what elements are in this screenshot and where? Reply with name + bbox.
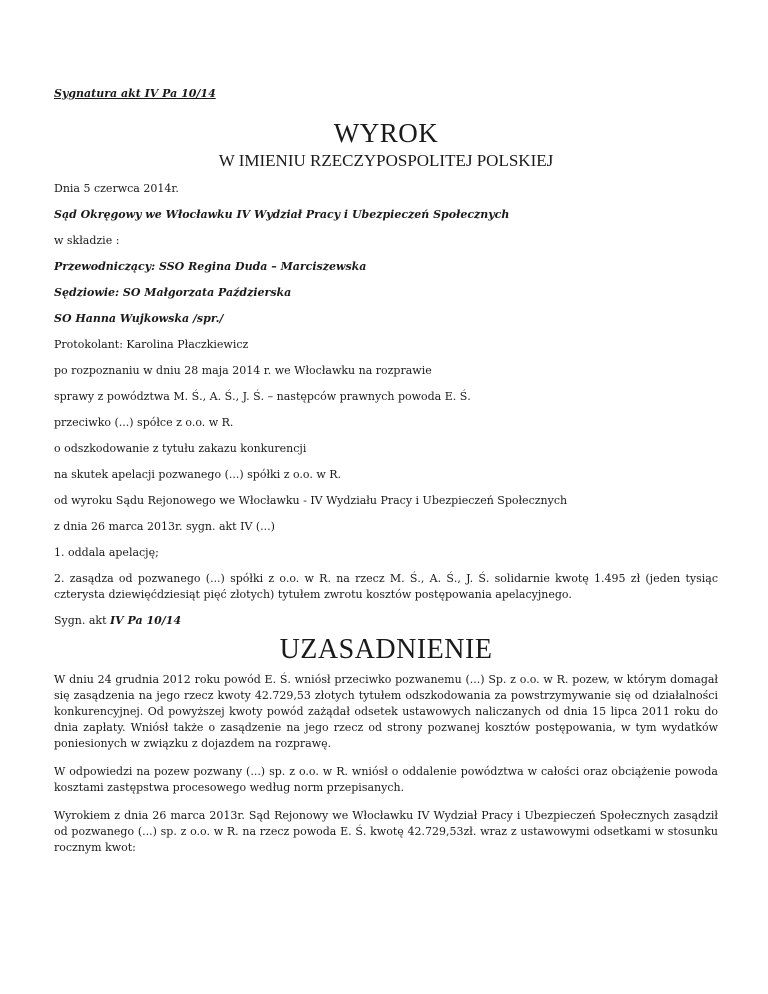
judge-second: SO Hanna Wujkowska /spr./ bbox=[54, 312, 224, 325]
justification-paragraph-3: Wyrokiem z dnia 26 marca 2013r. Sąd Rejonowy we Włocławku IV Wydział Pracy i Ubezpieczeń Społecznych zasądził od pozwanego (...) sp. z o.o. w R. na rzecz powoda E. Ś. kwotę 42.729,53zł. wraz z ustawowymi odsetkami w stosunku rocznym kwot: bbox=[54, 809, 718, 854]
judgment-date-line: z dnia 26 marca 2013r. sygn. akt IV (...) bbox=[54, 520, 275, 533]
plaintiffs-line: sprawy z powództwa M. Ś., A. Ś., J. Ś. – następców prawnych powoda E. Ś. bbox=[54, 390, 471, 403]
court-clerk: Protokolant: Karolina Płaczkiewicz bbox=[54, 338, 249, 351]
defendant-line: przeciwko (...) spółce z o.o. w R. bbox=[54, 416, 234, 429]
subject-line: o odszkodowanie z tytułu zakazu konkurencji bbox=[54, 442, 307, 455]
lower-court-judgment-line: od wyroku Sądu Rejonowego we Włocławku - IV Wydziału Pracy i Ubezpieczeń Społecznych bbox=[54, 494, 568, 507]
judgment-date: Dnia 5 czerwca 2014r. bbox=[54, 182, 179, 195]
justification-reference bbox=[54, 613, 718, 629]
reference-prefix: Sygn. akt bbox=[54, 614, 111, 627]
presiding-judge: Przewodniczący: SSO Regina Duda – Marciszewska bbox=[54, 260, 367, 273]
justification-title: UZASADNIENIE bbox=[279, 634, 493, 665]
court-name: Sąd Okręgowy we Włocławku IV Wydział Pracy i Ubezpieczeń Społecznych bbox=[54, 208, 510, 221]
composition-label: w składzie : bbox=[54, 234, 120, 247]
verdict-point-1: 1. oddala apelację; bbox=[54, 546, 159, 559]
judges-line: Sędziowie: SO Małgorzata Paździerska bbox=[54, 286, 292, 299]
judgment-subtitle: W IMIENIU RZECZYPOSPOLITEJ POLSKIEJ bbox=[218, 151, 554, 170]
reference-value: IV Pa 10/14 bbox=[110, 614, 182, 627]
judgment-title: WYROK bbox=[333, 118, 439, 148]
justification-paragraph-1: W dniu 24 grudnia 2012 roku powód E. Ś. wniósł przeciwko pozwanemu (...) Sp. z o.o. w R. pozew, w którym domagał się zasądzenia na jego rzecz kwoty 42.729,53 złotych tytułem odszkodowania za powstrzymywanie się od działalności konkurencyjnej. Od powyższej kwoty powód zażądał odsetek ustawowych naliczanych od dnia 15 lipca 2011 roku do dnia zapłaty. Wniósł także o zasądzenie na jego rzecz od strony pozwanej kosztów postępowania, w tym wydatków poniesionych w związku z dojazdem na rozprawę. bbox=[54, 673, 718, 750]
verdict-point-2: 2. zasądza od pozwanego (...) spółki z o.o. w R. na rzecz M. Ś., A. Ś., J. Ś. solidarnie kwotę 1.495 zł (jeden tysiąc czterysta dziewięćdziesiąt pięć złotych) tytułem zwrotu kosztów postępowania apelacyjnego. bbox=[54, 572, 718, 601]
appeal-line: na skutek apelacji pozwanego (...) spółki z o.o. w R. bbox=[54, 468, 342, 481]
justification-paragraph-2: W odpowiedzi na pozew pozwany (...) sp. z o.o. w R. wniósł o oddalenie powództwa w całości oraz obciążenie powoda kosztami zastępstwa procesowego według norm przepisanych. bbox=[54, 765, 718, 794]
hearing-line: po rozpoznaniu w dniu 28 maja 2014 r. we Włocławku na rozprawie bbox=[54, 364, 432, 377]
case-signature: Sygnatura akt IV Pa 10/14 bbox=[54, 87, 216, 100]
document-page bbox=[54, 84, 718, 856]
